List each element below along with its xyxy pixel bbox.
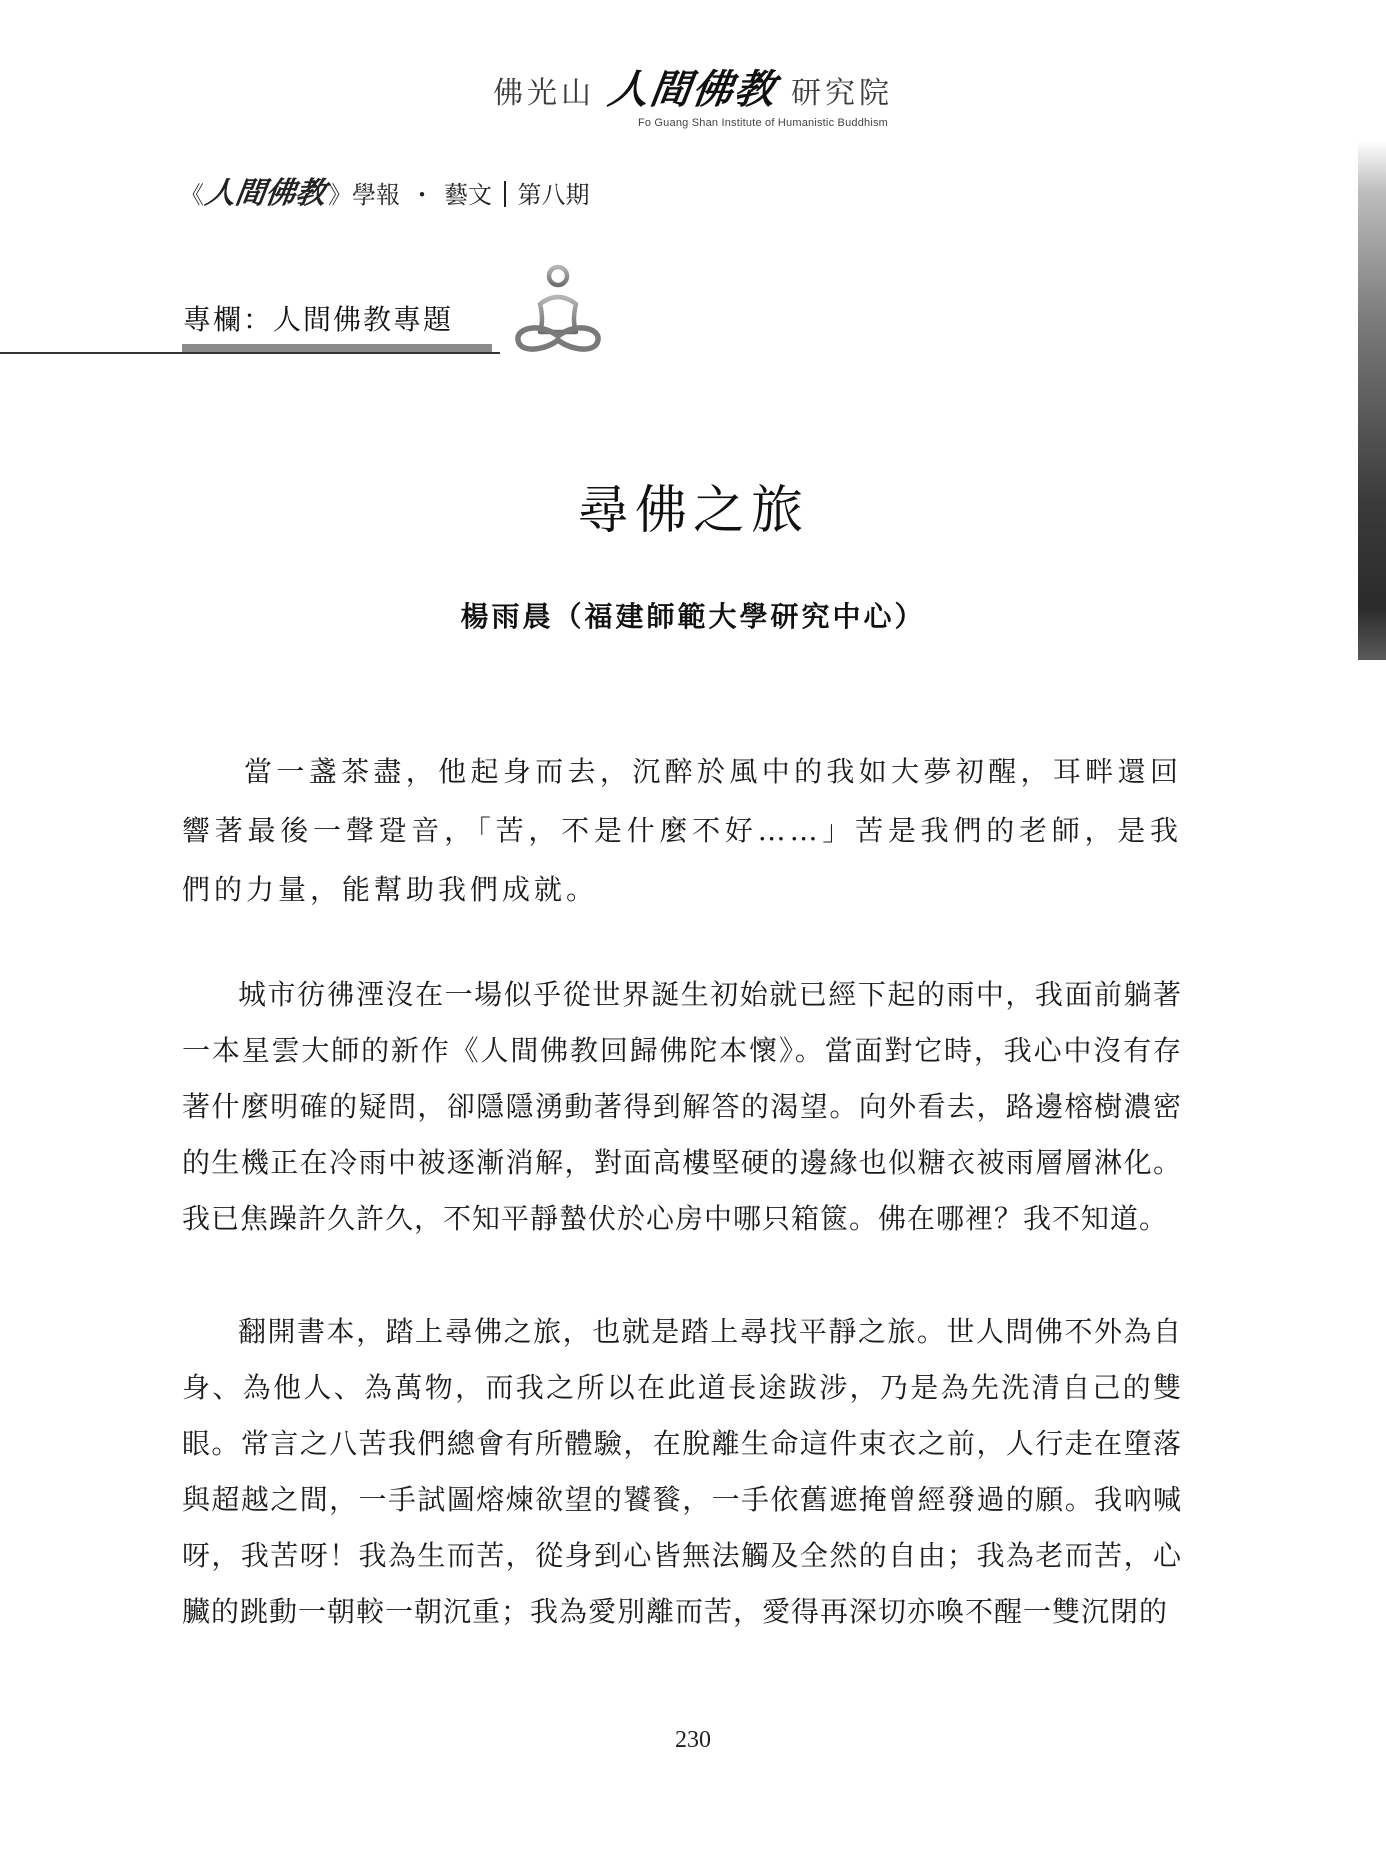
meditating-figure-icon bbox=[510, 262, 606, 362]
column-rule-thin bbox=[0, 352, 500, 354]
column-rule-thick bbox=[182, 344, 492, 352]
journal-open-bracket: 《 bbox=[180, 181, 204, 209]
journal-name: 》學報 bbox=[328, 181, 400, 209]
journal-section: 藝文 bbox=[444, 181, 492, 209]
body-paragraph: 城市彷彿湮沒在一場似乎從世界誕生初始就已經下起的雨中，我面前躺著一本星雲大師的新作《人間佛教回歸佛陀本懷》。當面對它時，我心中沒有存著什麼明確的疑問，卻隱隱湧動著得到解答的渴望。向外看去，路邊榕樹濃密的生機正在冷雨中被逐漸消解，對面高樓堅硬的邊緣也似糖衣被雨層層淋化。我已焦躁許久許久，不知平靜蟄伏於心房中哪只箱篋。佛在哪裡？我不知道。 bbox=[182, 978, 1182, 1235]
institute-prefix: 佛光山 bbox=[493, 76, 595, 111]
intro-paragraph: 當一盞茶盡，他起身而去，沉醉於風中的我如大夢初醒，耳畔還回響著最後一聲跫音，「苦，不是什麼不好……」苦是我們的老師，是我們的力量，能幫助我們成就。 bbox=[182, 755, 1182, 906]
institute-english-name: Fo Guang Shan Institute of Humanistic Buddhism bbox=[637, 117, 889, 129]
institute-brand-logo: 人間佛教 bbox=[605, 67, 780, 113]
journal-issue: 第八期 bbox=[517, 181, 590, 209]
journal-divider bbox=[504, 181, 506, 207]
journal-line bbox=[180, 168, 590, 212]
column-label: 專欄：人間佛教專題 bbox=[183, 303, 454, 336]
body-paragraph: 翻開書本，踏上尋佛之旅，也就是踏上尋找平靜之旅。世人問佛不外為自身、為他人、為萬物，而我之所以在此道長途跋涉，乃是為先洗清自己的雙眼。常言之八苦我們總會有所體驗，在脫離生命這件束衣之前，人行走在墮落與超越之間，一手試圖熔煉欲望的饕餮，一手依舊遮掩曾經發過的願。我吶喊呀，我苦呀！我為生而苦，從身到心皆無法觸及全然的自由；我為老而苦，心臟的跳動一朝較一朝沉重；我為愛別離而苦，愛得再深切亦喚不醒一雙沉閉的 bbox=[182, 1315, 1182, 1628]
journal-brand: 人間佛教 bbox=[203, 176, 328, 211]
article-author: 楊雨晨（福建師範大學研究中心） bbox=[460, 600, 926, 633]
institute-suffix: 研究院 bbox=[791, 76, 893, 111]
institute-header bbox=[0, 58, 1386, 129]
journal-dot: ・ bbox=[410, 181, 434, 209]
institute-name bbox=[493, 58, 893, 115]
page-number: 230 bbox=[675, 1727, 711, 1753]
article-title: 尋佛之旅 bbox=[576, 481, 809, 541]
edge-thumb-tab bbox=[1358, 140, 1386, 660]
